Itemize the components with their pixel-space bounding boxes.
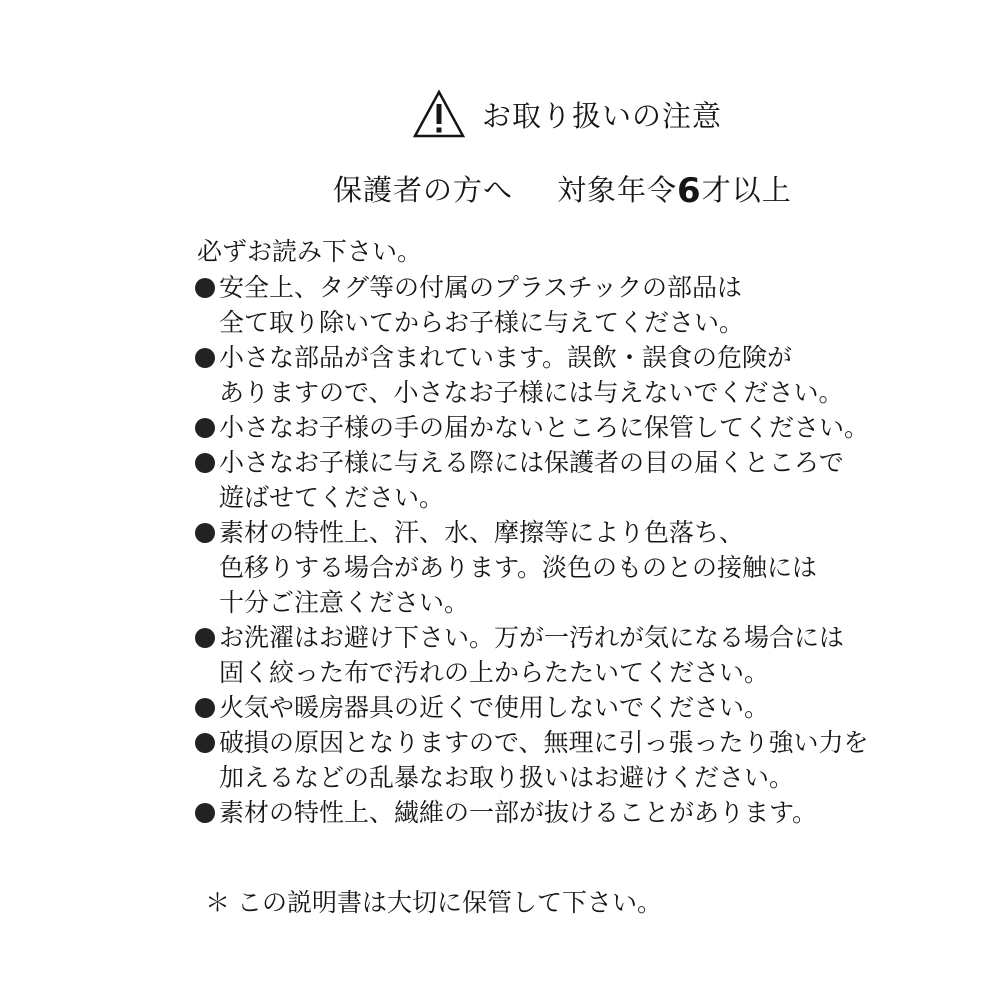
- bullet-icon: [195, 523, 215, 543]
- caution-item: [195, 795, 885, 830]
- target-audience: [333, 168, 792, 211]
- caution-line: 破損の原因となりますので、無理に引っ張ったり強い力を: [219, 728, 869, 757]
- footnote-text: この説明書は大切に保管して下さい。: [237, 888, 663, 917]
- caution-line: 全て取り除いてからお子様に与えてください。: [219, 308, 745, 337]
- caution-line: 小さなお子様に与える際には保護者の目の届くところで: [219, 448, 844, 477]
- warning-triangle-icon: [412, 89, 466, 139]
- page-title: お取り扱いの注意: [482, 98, 723, 133]
- caution-item: [195, 620, 885, 690]
- age-number: 6: [677, 171, 702, 211]
- bullet-icon: [195, 698, 215, 718]
- audience-label: 保護者の方へ: [333, 173, 514, 207]
- caution-item: [195, 410, 885, 445]
- bullet-icon: [195, 418, 215, 438]
- caution-line: 素材の特性上、汗、水、摩擦等により色落ち、: [219, 518, 745, 547]
- caution-line: 小さなお子様の手の届かないところに保管してください。: [219, 413, 870, 442]
- bullet-icon: [195, 278, 215, 298]
- bullet-icon: [195, 803, 215, 823]
- caution-line: 遊ばせてください。: [219, 483, 445, 512]
- caution-item: [195, 725, 885, 795]
- caution-line: 素材の特性上、繊維の一部が抜けることがあります。: [219, 798, 818, 827]
- caution-line: ありますので、小さなお子様には与えないでください。: [219, 378, 844, 407]
- caution-line: 十分ご注意ください。: [219, 588, 470, 617]
- caution-line: 加えるなどの乱暴なお取り扱いはお避けください。: [219, 763, 795, 792]
- caution-line: 色移りする場合があります。淡色のものとの接触には: [219, 553, 818, 582]
- caution-item: [195, 445, 885, 515]
- caution-line: 小さな部品が含まれています。誤飲・誤食の危険が: [219, 343, 793, 372]
- bullet-icon: [195, 453, 215, 473]
- title-row: [412, 88, 722, 140]
- caution-line: 固く絞った布で汚れの上からたたいてください。: [219, 658, 770, 687]
- footnote: [205, 883, 662, 919]
- caution-line: 火気や暖房器具の近くで使用しないでください。: [219, 693, 770, 722]
- age-suffix: 才以上: [701, 173, 792, 207]
- caution-item: [195, 340, 885, 410]
- caution-line: 安全上、タグ等の付属のプラスチックの部品は: [219, 273, 743, 302]
- bullet-icon: [195, 733, 215, 753]
- bullet-icon: [195, 628, 215, 648]
- caution-item: [195, 515, 885, 620]
- bullet-icon: [195, 348, 215, 368]
- asterisk-mark: ＊: [205, 888, 231, 917]
- age-prefix: 対象年令: [557, 173, 678, 207]
- caution-line: お洗濯はお避け下さい。万が一汚れが気になる場合には: [219, 623, 845, 652]
- caution-item: [195, 690, 885, 725]
- intro-text: 必ずお読み下さい。: [197, 237, 423, 266]
- caution-list: [195, 270, 885, 830]
- caution-item: [195, 270, 885, 340]
